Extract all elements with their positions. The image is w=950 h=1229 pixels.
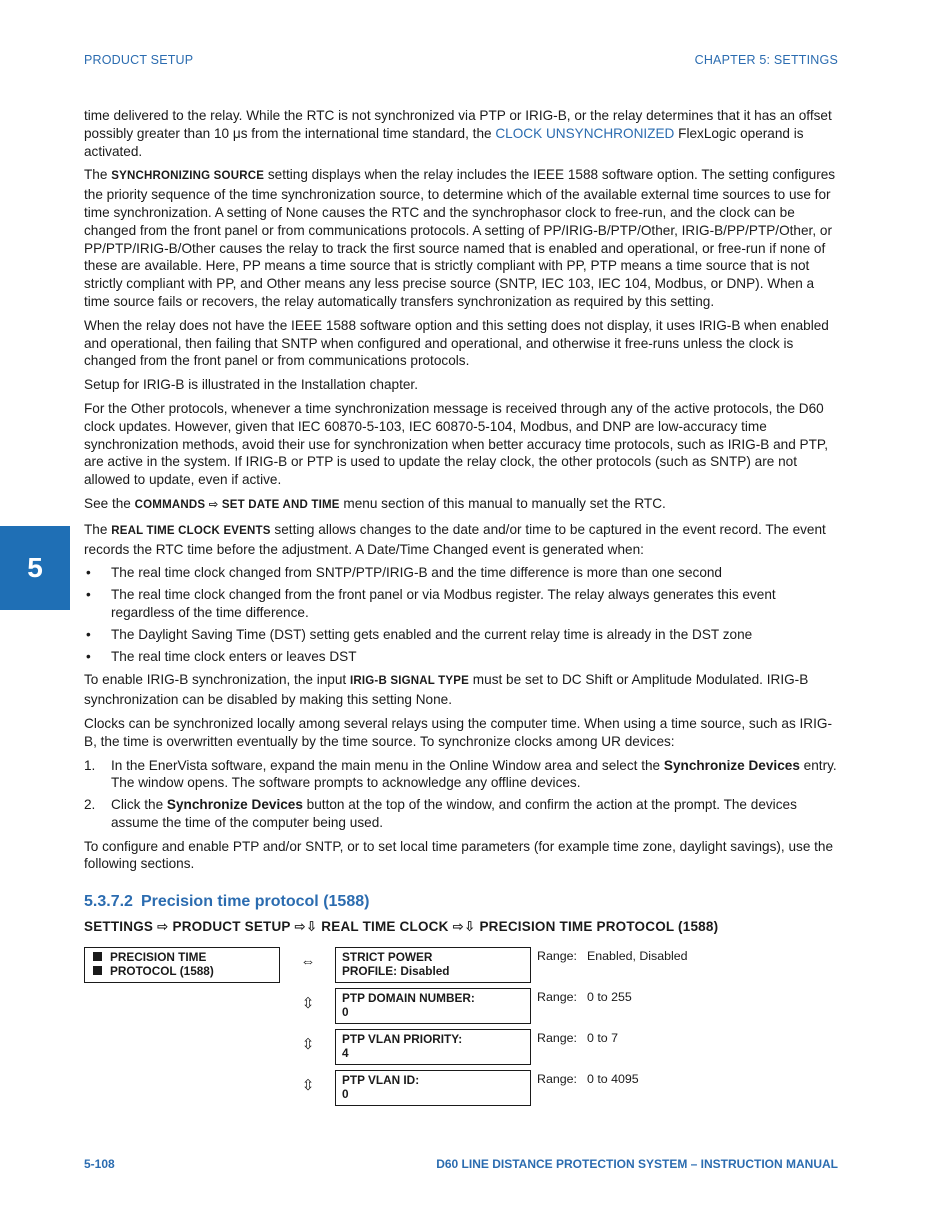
bullet-square-icon: [93, 966, 102, 975]
range-label: Range:: [537, 949, 577, 963]
text: setting allows changes to the date and/or time to be captured in the event record. The event records the RTC time before the adjustment. A Date/Time Changed event is generated when:: [84, 521, 826, 557]
up-down-arrow-icon: ⇳: [301, 1036, 315, 1053]
paragraph: To configure and enable PTP and/or SNTP, or to set local time parameters (for example time zone, daylight savings), use the following sections.: [84, 838, 834, 872]
setting-box-ptp-vlan-priority: [335, 1029, 531, 1065]
up-down-arrow-icon: ⇳: [301, 1077, 315, 1094]
setting-name: SYNCHRONIZING SOURCE: [111, 170, 265, 183]
body-text: [84, 107, 840, 879]
section-title: Precision time protocol (1588): [140, 893, 370, 910]
setting-value: 4: [342, 1046, 349, 1060]
setting-range: [537, 1072, 639, 1086]
ui-term: Synchronize Devices: [166, 797, 303, 813]
list-item: • The real time clock changed from SNTP/PTP/IRIG-B and the time difference is more than one second: [84, 564, 840, 582]
setting-name: IRIG-B SIGNAL TYPE: [349, 675, 470, 688]
setting-range: [537, 990, 632, 1004]
setting-value: PROFILE: Disabled: [342, 964, 450, 978]
menu-heading-line: PROTOCOL (1588): [110, 964, 214, 978]
bullet-square-icon: [93, 952, 102, 961]
setting-name: REAL TIME CLOCK EVENTS: [111, 524, 271, 537]
menu-heading-line: PRECISION TIME: [110, 950, 207, 964]
setting-range: [537, 1031, 618, 1045]
range-value: 0 to 7: [587, 1031, 619, 1045]
paragraph: When the relay does not have the IEEE 1588 software option and this setting does not display, it uses IRIG-B when enabled and operational, then failing that SNTP when configured and operational, and otherwise it free-runs unless the clock is changed from the front panel or from communications protocols.: [84, 317, 829, 369]
paragraph: [84, 521, 840, 559]
paragraph: Setup for IRIG-B is illustrated in the Installation chapter.: [84, 377, 418, 393]
setting-name: PTP VLAN PRIORITY:: [342, 1032, 463, 1046]
list-item: • The real time clock changed from the front panel or via Modbus register. The relay always generates this event regardless of the time difference.: [84, 586, 840, 622]
paragraph: Clocks can be synchronized locally among several relays using the computer time. When using a time source, such as IRIG-B, the time is overwritten eventually by the time source. To synchronize clocks among UR devices:: [84, 715, 832, 749]
setting-range: [537, 949, 688, 963]
setting-value: 0: [342, 1005, 349, 1019]
section-number: 5.3.7.2: [84, 893, 133, 910]
list-item: • The Daylight Saving Time (DST) setting gets enabled and the current relay time is already in the DST zone: [84, 626, 840, 644]
paragraph: [84, 495, 840, 515]
numbered-list: [84, 757, 840, 832]
text: menu section of this manual to manually set the RTC.: [339, 495, 666, 511]
paragraph: The SYNCHRONIZING SOURCE setting displays when the relay includes the IEEE 1588 software option. The setting configures the priority sequence of the time synchronization source, to determine which of the available external time sources to use for time synchronization. A setting of None causes the RTC and the synchrophasor clock to free-run, and the clock can be changed from the front panel or from communications protocols. A setting of PP/IRIG-B/PTP/Other, IRIG-B/PP/PTP/Other, or PP/PTP/IRIG-B/Other causes the relay to track the first source named that is enabled and operational, or free-run if none of these are available. Here, PP means a time source that is strictly compliant with PP, PTP means a time source that is not strictly compliant with PP, and Other means any less precise source (SNTP, IEC 103, IEC 104, Modbus, or DNP). When a time source fails or recovers, the relay automatically transfers synchronization as required by this setting.: [84, 167, 836, 309]
setting-name: PTP DOMAIN NUMBER:: [342, 991, 475, 1005]
paragraph: [84, 107, 840, 160]
text: To enable IRIG-B synchronization, the input: [84, 672, 350, 688]
menu-path-inline: COMMANDS ⇨ SET DATE AND TIME: [134, 498, 340, 511]
text: time delivered to the relay. While the RTC is not synchronized via PTP or IRIG-B, or the relay determines that it has an offset possibly greater than 10 μs from the international time standard, the: [84, 108, 832, 141]
list-item: [84, 796, 840, 832]
section-heading: [84, 893, 369, 911]
range-label: Range:: [537, 1031, 577, 1045]
step-number: 1.: [84, 757, 96, 773]
paragraph: [84, 671, 840, 709]
ui-term: Synchronize Devices: [663, 757, 800, 773]
manual-title: D60 LINE DISTANCE PROTECTION SYSTEM – INSTRUCTION MANUAL: [436, 1157, 838, 1171]
up-down-arrow-icon: ⇳: [301, 995, 315, 1012]
setting-box-ptp-vlan-id: [335, 1070, 531, 1106]
text: setting displays when the relay includes the IEEE 1588 software option. The setting configures the priority sequence of the time synchronization source, to determine which of the available external time sources to use for time synchronization. A setting of None causes the RTC and the synchrophasor clock to free-run, and the clock can be changed from the front panel or from communications protocols. A setting of PP/IRIG-B/PTP/Other, IRIG-B/PP/PTP/Other, or PP/PTP/IRIG-B/Other causes the relay to track the first source named that is enabled and operational, or free-run if none of these are available. Here, PP means a time source that is strictly compliant with PP, PTP means a time source that is not strictly compliant with PP, and Other means any less precise source (SNTP, IEC 103, IEC 104, Modbus, or DNP). When a time source fails or recovers, the relay automatically transfers synchronization as required by this setting.: [84, 167, 836, 309]
range-value: 0 to 4095: [587, 1072, 639, 1086]
text: In the EnerVista software, expand the main menu in the Online Window area and select the: [111, 757, 664, 773]
setting-box-strict-power-profile: [335, 947, 531, 983]
setting-value: 0: [342, 1087, 349, 1101]
text: See the: [84, 495, 135, 511]
page-number: 5-108: [84, 1157, 115, 1171]
text: button at the top of the window, and confirm the action at the prompt. The devices assume the time of the computer being used.: [111, 797, 797, 830]
text: The: [84, 521, 112, 537]
left-right-arrow-icon: ⇔: [300, 953, 316, 970]
header-section-title: PRODUCT SETUP: [84, 53, 194, 67]
list-item: [84, 757, 840, 793]
paragraph: For the Other protocols, whenever a time synchronization message is received through any of the active protocols, the D60 clock updates. However, given that IEC 60870-5-103, IEC 60870-5-104, Modbus, and DNP are low-accuracy time synchronization methods, avoid their use for synchronization when better accuracy time protocols, such as IRIG-B and PTP, are active in the system. If IRIG-B or PTP is used to update the relay clock, the other protocols (such as SNTP) are not allowed to update, even if active.: [84, 400, 828, 488]
range-label: Range:: [537, 990, 577, 1004]
range-value: Enabled, Disabled: [587, 949, 688, 963]
bullet-list: [84, 564, 840, 665]
step-number: 2.: [84, 797, 96, 813]
range-label: Range:: [537, 1072, 577, 1086]
text: entry. The window opens. The software prompts to acknowledge any offline devices.: [111, 757, 837, 791]
setting-name: STRICT POWER: [342, 950, 433, 964]
setting-box-ptp-domain-number: [335, 988, 531, 1024]
header-chapter-title: CHAPTER 5: SETTINGS: [694, 53, 838, 67]
list-item: • The real time clock enters or leaves DST: [84, 648, 840, 666]
setting-name: PTP VLAN ID:: [342, 1073, 420, 1087]
operand-link: CLOCK UNSYNCHRONIZED: [495, 125, 675, 141]
text: must be set to DC Shift or Amplitude Modulated. IRIG-B synchronization can be disabled by making this setting None.: [84, 672, 809, 708]
text: Click the: [111, 797, 167, 813]
menu-heading-box: [84, 947, 280, 983]
range-value: 0 to 255: [587, 990, 632, 1004]
settings-menu-path: SETTINGS ⇨ PRODUCT SETUP ⇨⇩ REAL TIME CLOCK ⇨⇩ PRECISION TIME PROTOCOL (1588): [84, 919, 719, 934]
chapter-tab: 5: [0, 526, 70, 610]
text: FlexLogic operand is activated.: [84, 125, 804, 159]
